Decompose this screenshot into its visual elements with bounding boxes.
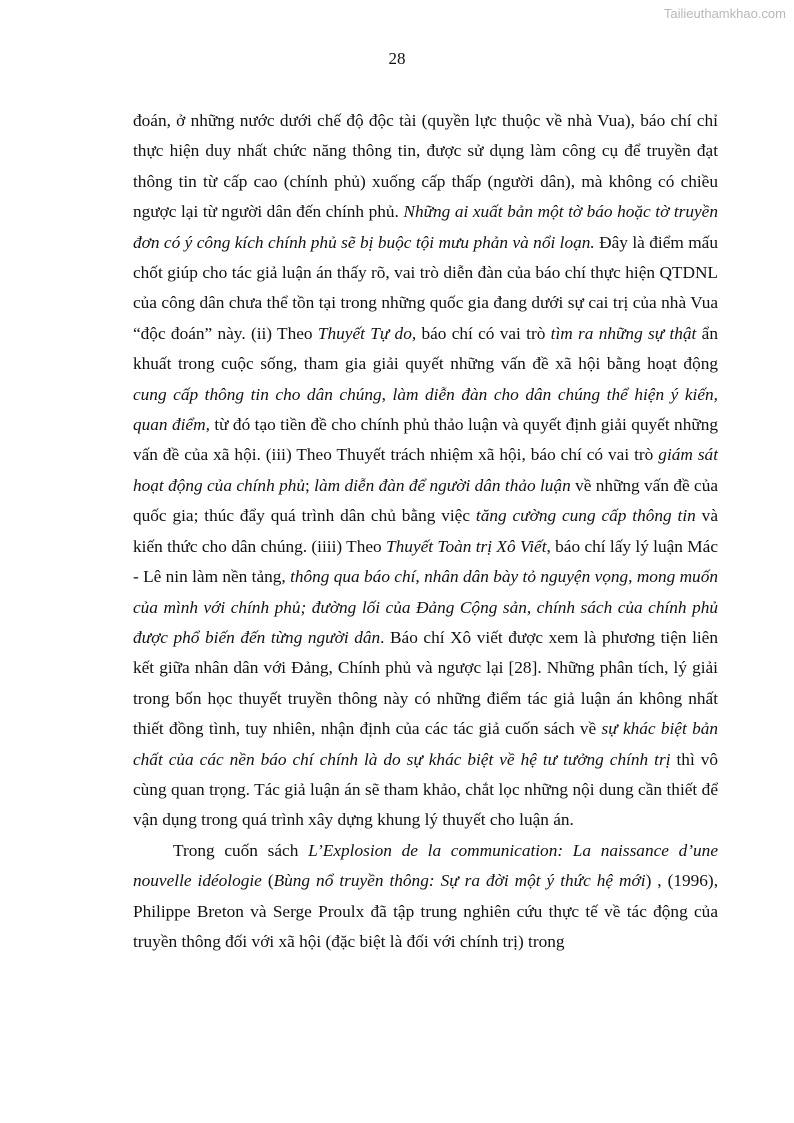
text-run: . Báo chí Xô viết được xem là phương tiện liên kết giữa nhân dân với Đảng, Chính phủ và ngược lại [28]. Những phân tích, lý giải trong bốn học thuyết truyền thông này có những điểm tác giả luận án không nhất thiết đồng tình, tuy nhiên, nhận định của các tác giả cuốn sách về (133, 627, 718, 739)
text-run: về những vấn đề của quốc gia; thúc đẩy quá trình dân chủ bằng việc (133, 475, 719, 526)
italic-text-run: Những ai xuất bản một tờ báo hoặc tờ truyền đơn có ý công kích chính phủ sẽ bị buộc tội mưu phản và nổi loạn. (133, 202, 718, 252)
italic-text-run: sự khác biệt bản chất của các nền báo chí chính là do sự khác biệt về hệ tư tưởng chính trị (133, 719, 718, 769)
paragraph (133, 836, 718, 958)
italic-text-run: làm diễn đàn để người dân thảo luận (314, 475, 571, 495)
italic-text-run: thông qua báo chí, nhân dân bày tỏ nguyện vọng, mong muốn của mình với chính phủ; đường lối của Đảng Cộng sản, chính sách của chính phủ được phổ biến đến từng người dân (133, 567, 718, 647)
italic-text-run: làm diễn đàn cho dân chúng thể hiện ý kiến, quan điểm, (133, 384, 718, 435)
italic-text-run: Thuyết Tự do, (317, 323, 417, 343)
italic-text-run: L’Explosion de la communication: La naissance d’une nouvelle idéologie (133, 840, 718, 891)
italic-text-run: tìm ra những sự thật (550, 323, 697, 343)
italic-text-run: giám sát hoạt động của chính phủ (133, 445, 718, 495)
text-run: báo chí có vai trò (416, 323, 551, 343)
text-run: ẩn khuất trong cuộc sống, tham gia giải quyết những vấn đề xã hội bằng hoạt động (133, 323, 718, 374)
text-run: , (381, 384, 393, 404)
italic-text-run: cung cấp thông tin cho dân chúng (133, 384, 382, 404)
italic-text-run: Bùng nổ truyền thông: Sự ra đời một ý thức hệ mới (273, 871, 646, 891)
text-run: , báo chí lấy lý luận Mác - Lê nin làm nền tảng, (133, 536, 718, 587)
text-run: và kiến thức cho dân chúng. (iiii) Theo (133, 506, 718, 556)
page-number: 28 (388, 49, 406, 68)
text-run: thì vô cùng quan trọng. Tác giả luận án sẽ tham khảo, chắt lọc những nội dung cần thiết để vận dụng trong quá trình xây dựng khung lý thuyết cho luận án. (133, 749, 719, 830)
paragraph (133, 106, 718, 836)
text-run: ) , (1996), Philippe Breton và Serge Proulx đã tập trung nghiên cứu thực tế về tác động của truyền thông đối với xã hội (đặc biệt là đối với chính trị) trong (133, 871, 719, 951)
text-run: Đây là điểm mấu chốt giúp cho tác giả luận án thấy rõ, vai trò diễn đàn của báo chí thực hiện QTDNL của công dân chưa thể tồn tại trong những quốc gia đang dưới sự cai trị của nhà Vua “độc đoán” này. (ii) Theo (133, 232, 718, 343)
italic-text-run: tăng cường cung cấp thông tin (475, 506, 696, 526)
text-run: ; (305, 475, 315, 495)
italic-text-run: Thuyết Toàn trị Xô Viết (386, 536, 547, 556)
text-run: từ đó tạo tiền đề cho chính phủ thảo luận và quyết định giải quyết những vấn đề của xã hội. (iii) Theo Thuyết trách nhiệm xã hội, báo chí có vai trò (133, 415, 718, 465)
text-run: Trong cuốn sách (173, 840, 309, 860)
text-run: đoán, ở những nước dưới chế độ độc tài (quyền lực thuộc về nhà Vua), báo chí chỉ thực hiện duy nhất chức năng thông tin, được sử dụng làm công cụ để truyền đạt thông tin từ cấp cao (chính phủ) xuống cấp thấp (người dân), mà không có chiều ngược lại từ người dân đến chính phủ. (133, 111, 718, 222)
watermark: Tailieuthamkhao.com (663, 6, 786, 21)
body-text (133, 106, 718, 957)
text-run: ( (261, 871, 274, 891)
